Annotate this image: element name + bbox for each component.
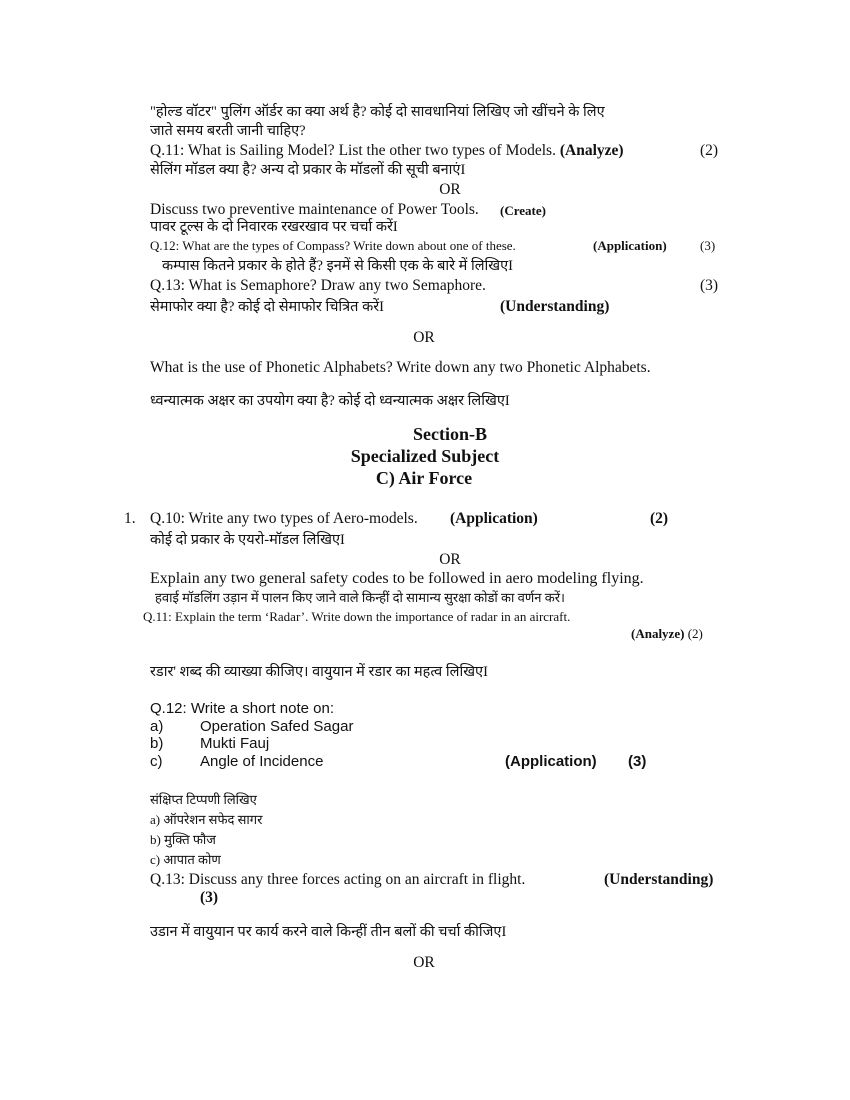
list-item: Mukti Fauj xyxy=(200,735,270,752)
hindi-question-text: जाते समय बरती जानी चाहिए? xyxy=(150,123,306,139)
question-q13: Q.13: What is Semaphore? Draw any two Semaphore. xyxy=(150,277,486,294)
question-q12: Q.12: What are the types of Compass? Write down about one of these. xyxy=(150,238,516,253)
level: (Application) xyxy=(505,753,597,770)
marks: (3) xyxy=(700,238,716,253)
section-branch: C) Air Force xyxy=(375,468,473,488)
list-item-key: b) xyxy=(150,735,164,752)
hindi-question-text: हवाई मॉडलिंग उड़ान में पालन किए जाने वाले किन्हीं दो सामान्य सुरक्षा कोडों का वर्णन करें। xyxy=(155,590,565,605)
list-item: Angle of Incidence xyxy=(200,753,324,770)
list-item-key: a) xyxy=(150,718,164,735)
level: (Create) xyxy=(500,203,546,218)
hindi-question-text: कोई दो प्रकार के एयरो-मॉडल लिखिएI xyxy=(150,532,345,548)
item-number: 1. xyxy=(124,510,136,527)
marks: (3) xyxy=(628,753,647,770)
hindi-question-text: कम्पास कितने प्रकार के होते हैं? इनमें से किसी एक के बारे में लिखिएI xyxy=(162,258,514,274)
question-q11-alt: Discuss two preventive maintenance of Power Tools. xyxy=(150,201,479,218)
hindi-question-text: पावर टूल्स के दो निवारक रखरखाव पर चर्चा करेंI xyxy=(150,219,398,235)
level: (Understanding) xyxy=(500,298,610,315)
level-marks: (Analyze) (2) xyxy=(631,626,703,641)
list-item: Operation Safed Sagar xyxy=(200,718,354,735)
level: (Application) xyxy=(593,238,667,253)
hindi-question-text: ध्वन्यात्मक अक्षर का उपयोग क्या है? कोई दो ध्वन्यात्मक अक्षर लिखिएI xyxy=(150,393,510,409)
hindi-list-item: b) मुक्ति फौज xyxy=(150,832,216,847)
question-q11: Q.11: What is Sailing Model? List the other two types of Models. (Analyze) xyxy=(150,142,624,159)
marks: (2) xyxy=(650,510,669,527)
question-q13-alt: What is the use of Phonetic Alphabets? Write down any two Phonetic Alphabets. xyxy=(150,359,651,376)
hindi-question-text: सेमाफोर क्या है? कोई दो सेमाफोर चित्रित करेंI xyxy=(150,299,384,315)
marks: (3) xyxy=(200,889,219,906)
hindi-question-text: संक्षिप्त टिप्पणी लिखिए xyxy=(150,792,257,807)
question-q10: Q.10: Write any two types of Aero-models. xyxy=(150,510,418,527)
or-separator: OR xyxy=(413,954,435,971)
list-item-key: c) xyxy=(150,753,163,770)
question-q12: Q.12: Write a short note on: xyxy=(150,700,334,717)
hindi-question-text: सेलिंग मॉडल क्या है? अन्य दो प्रकार के मॉडलों की सूची बनाएंI xyxy=(150,162,466,178)
hindi-question-text: रडार' शब्द की व्याख्या कीजिए। वायुयान में रडार का महत्व लिखिएI xyxy=(150,664,488,680)
question-q11: Q.11: Explain the term ‘Radar’. Write down the importance of radar in an aircraft. xyxy=(143,609,571,624)
hindi-question-text: "होल्ड वॉटर" पुलिंग ऑर्डर का क्या अर्थ है? कोई दो सावधानियां लिखिए जो खींचने के लिए xyxy=(150,104,605,120)
hindi-question-text: उडान में वायुयान पर कार्य करने वाले किन्हीं तीन बलों की चर्चा कीजिएI xyxy=(150,924,507,940)
question-q10-alt: Explain any two general safety codes to be followed in aero modeling flying. xyxy=(150,570,644,587)
level: (Application) xyxy=(450,510,538,527)
level: (Understanding) xyxy=(604,871,714,888)
or-separator: OR xyxy=(439,181,461,198)
hindi-list-item: a) ऑपरेशन सफेद सागर xyxy=(150,812,263,827)
question-q13: Q.13: Discuss any three forces acting on an aircraft in flight. xyxy=(150,871,526,888)
marks: (3) xyxy=(700,277,719,294)
section-title: Section-B xyxy=(413,424,487,444)
hindi-list-item: c) आपात कोण xyxy=(150,852,221,867)
section-subtitle: Specialized Subject xyxy=(350,446,500,466)
marks: (2) xyxy=(700,142,719,159)
or-separator: OR xyxy=(439,551,461,568)
or-separator: OR xyxy=(413,329,435,346)
